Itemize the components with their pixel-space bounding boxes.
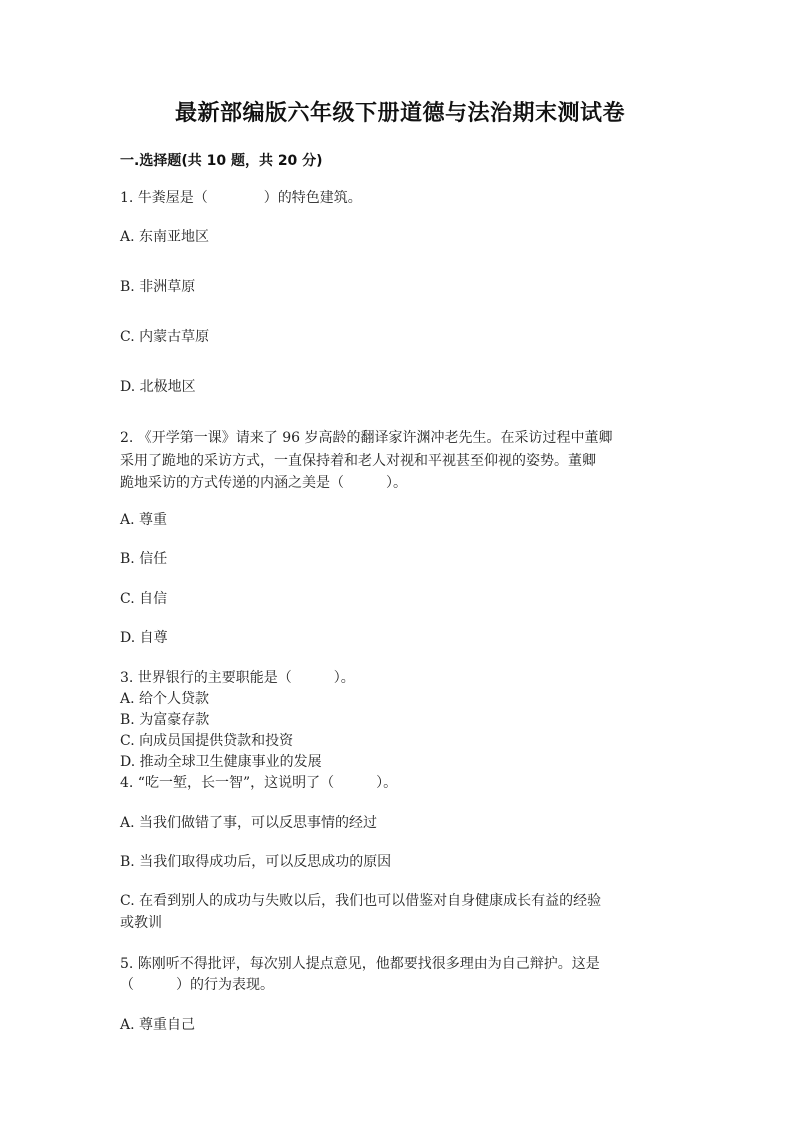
question-4-option-a: A. 当我们做错了事，可以反思事情的经过 (120, 815, 378, 831)
question-1-option-c: C. 内蒙古草原 (120, 329, 210, 345)
question-2-option-c: C. 自信 (120, 591, 168, 607)
question-3-stem: 3. 世界银行的主要职能是（ ）。 (120, 670, 355, 686)
question-5-stem-line-2: （ ）的行为表现。 (120, 977, 274, 993)
section-heading: 一.选择题(共 10 题，共 20 分) (120, 153, 323, 169)
question-1-option-b: B. 非洲草原 (120, 279, 196, 295)
question-2-option-d: D. 自尊 (120, 630, 168, 646)
question-3-option-a: A. 给个人贷款 (120, 691, 210, 707)
question-1-option-d: D. 北极地区 (120, 379, 196, 395)
question-4-stem: 4. “吃一堑，长一智”，这说明了（ ）。 (120, 775, 398, 791)
question-3-option-d: D. 推动全球卫生健康事业的发展 (120, 754, 322, 770)
question-1-option-a: A. 东南亚地区 (120, 229, 210, 245)
question-5-stem-line-1: 5. 陈刚听不得批评，每次别人提点意见，他都要找很多理由为自己辩护。这是 (120, 956, 600, 972)
question-2-option-a: A. 尊重 (120, 512, 168, 528)
question-4-option-b: B. 当我们取得成功后，可以反思成功的原因 (120, 854, 392, 870)
question-2-stem-line-3: 跪地采访的方式传递的内涵之美是（ ）。 (120, 475, 407, 491)
question-4-option-c: C. 在看到别人的成功与失败以后，我们也可以借鉴对自身健康成长有益的经验 (120, 893, 602, 909)
question-1-stem: 1. 牛粪屋是（ ）的特色建筑。 (120, 190, 362, 206)
question-2-stem-line-2: 采用了跪地的采访方式，一直保持着和老人对视和平视甚至仰视的姿势。董卿 (120, 453, 596, 469)
question-2-option-b: B. 信任 (120, 551, 168, 567)
question-2-stem-line-1: 2. 《开学第一课》请来了 96 岁高龄的翻译家许渊冲老先生。在采访过程中董卿 (120, 430, 613, 446)
question-3-option-c: C. 向成员国提供贷款和投资 (120, 733, 294, 749)
question-5-option-a: A. 尊重自己 (120, 1017, 196, 1033)
question-4-option-c-continued: 或教训 (120, 915, 162, 931)
question-3-option-b: B. 为富豪存款 (120, 712, 210, 728)
page-title: 最新部编版六年级下册道德与法治期末测试卷 (174, 101, 625, 126)
